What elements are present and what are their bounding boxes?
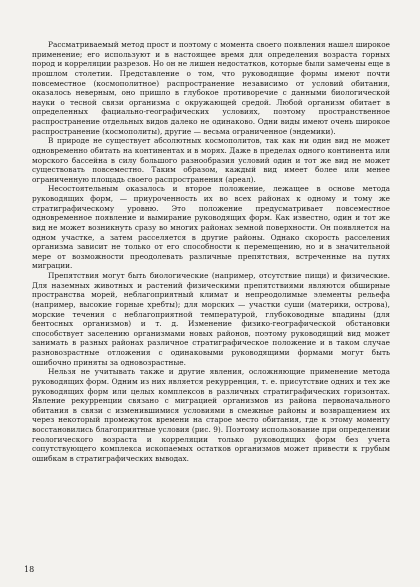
page-number: 18 bbox=[24, 565, 35, 574]
body-text bbox=[32, 40, 390, 464]
paragraph-5: Нельзя не учитывать также и другие явления, осложняющие применение метода руководящих форм. Одним из них является рекурренция, т. е. присутствие одних и тех же руководящих форм или целых комплексов в различных стратиграфических горизонтах. Явление рекурренции связано с миграцией организмов из района первоначального обитания в связи с изменившимися условиями в смежные районы и возвращением их через некоторый промежуток времени на старое место обитания, где к этому моменту восстановились благоприятные условия (рис. 9). Поэтому использование при определении геологического возраста и корреляции только руководящих форм без учета сопутствующего комплекса ископаемых остатков организмов может привести к грубым ошибкам в стратиграфических выводах. bbox=[32, 367, 390, 463]
paragraph-1: Рассматриваемый метод прост и поэтому с момента своего появления нашел широкое применение; его используют и в настоящее время для определения возраста горных пород и корреляции разрезов. Но он не лишен недостатков, которые были замечены еще в прошлом столетии. Представление о том, что руководящие формы имеют почти повсеместное (космополитное) распространение независимо от условий обитания, оказалось неверным, оно пришло в глубокое противоречие с данными биологической науки о тесной связи организма с окружающей средой. Любой организм обитает в определенных фациально-географических условиях, поэтому пространственное распространение отдельных видов далеко не одинаково. Одни виды имеют очень широкое распространение (космополиты), другие — весьма ограниченное (эндемики). bbox=[32, 40, 390, 136]
paragraph-3: Несостоятельным оказалось и второе положение, лежащее в основе метода руководящих форм, — приуроченность их во всех районах к одному и тому же стратиграфическому уровню. Это положение предусматривает повсеместное одновременное появление и вымирание руководящих форм. Как известно, один и тот же вид не может возникнуть сразу во многих районах земной поверхности. Он появляется на одном участке, а затем расселяется в другие районы. Однако скорость расселения организма зависит не только от его способности к перемещению, но и в значительной мере от возможности преодолевать различные препятствия, встреченные на путях миграции. bbox=[32, 184, 390, 271]
paragraph-2: В природе не существует абсолютных космополитов, так как ни один вид не может одновременно обитать на континентах и в морях. Даже в пределах одного континента или морского бассейна в силу большого разнообразия условий один и тот же вид не может существовать повсеместно. Таким образом, каждый вид имеет более или менее ограниченную площадь своего распространения (ареал). bbox=[32, 136, 390, 184]
paragraph-4: Препятствия могут быть биологические (например, отсутствие пищи) и физические. Для наземных животных и растений физическими препятствиями являются обширные пространства морей, неблагоприятный климат и непреодолимые элементы рельефа (например, высокие горные хребты); для морских — участки суши (материки, острова), морские течения с неблагоприятной температурой, глубоководные впадины (для бентосных организмов) и т. д. Изменение физико-географической обстановки способствует заселению организмами новых районов, поэтому руководящий вид может занимать в разных районах различное стратиграфическое положение и в таком случае разновозрастные отложения с одинаковыми руководящими формами могут быть ошибочно приняты за одновозрастные. bbox=[32, 271, 390, 367]
